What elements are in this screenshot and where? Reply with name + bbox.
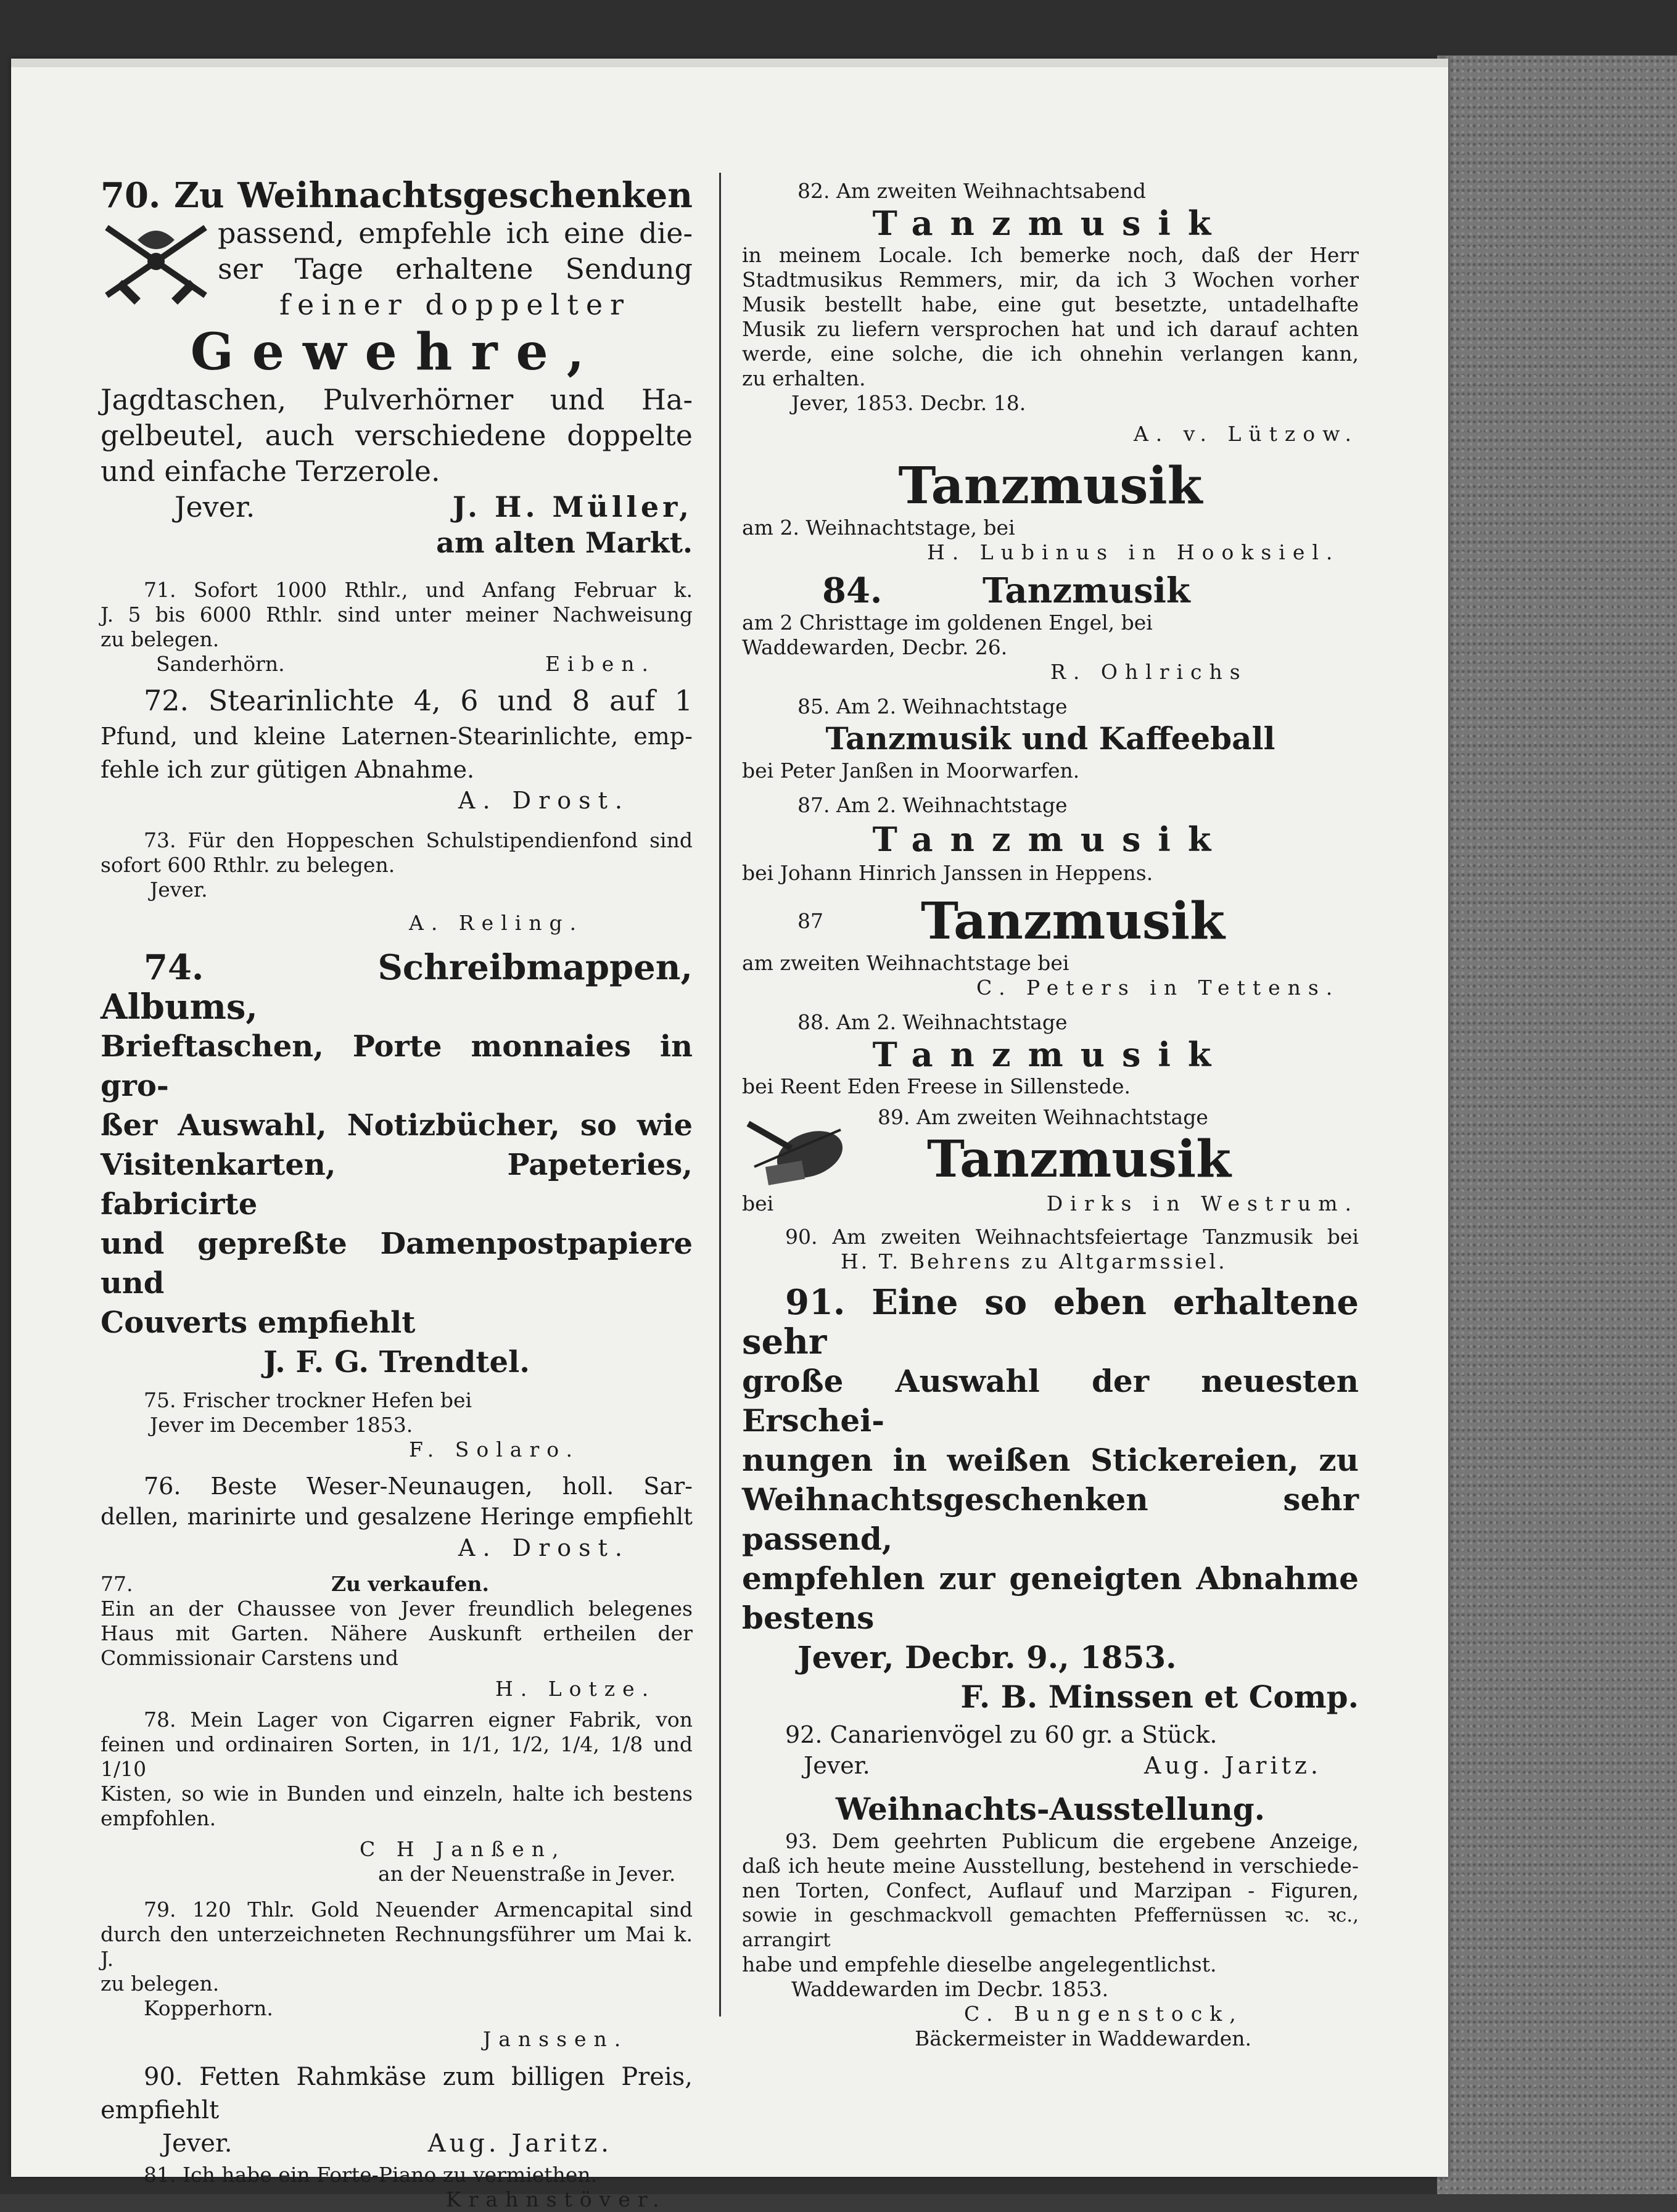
ad-78-name: C H Janßen,: [360, 1837, 566, 1861]
ad-84-big: Tanzmusik: [983, 570, 1190, 611]
ad-83-line1: am 2. Weihnachtstage, bei: [742, 516, 1015, 540]
ad-70-name: J. H. Müller,: [452, 490, 693, 524]
ad-75-line1: 75. Frischer trockner Hefen bei: [144, 1388, 472, 1412]
ad-90-left-line2: empfiehlt: [101, 2096, 220, 2124]
ad-87b-line1: am zweiten Weihnachtstage bei: [742, 951, 1069, 975]
ad-77: [101, 1572, 693, 1701]
ad-74-line5: und gepreßte Damenpostpapiere und: [101, 1227, 693, 1301]
column-divider: [719, 173, 721, 2017]
ad-82-line3: Stadtmusikus Remmers, mir, da ich 3 Wochen vorher: [742, 268, 1359, 292]
ad-84-line2: Waddewarden, Decbr. 26.: [742, 635, 1008, 659]
ad-89-name: Dirks in Westrum.: [1046, 1191, 1359, 1215]
newspaper-page: [11, 59, 1448, 2211]
ad-71-name: Eiben.: [545, 652, 656, 676]
ad-72: [101, 683, 693, 816]
ad-77-line3: Commissionair Carstens und: [101, 1646, 399, 1670]
ad-74-name: J. F. G. Trendtel.: [263, 1345, 530, 1379]
ad-70-addr: am alten Markt.: [436, 526, 693, 559]
ad-70: [101, 176, 693, 561]
ad-91-name: F. B. Minssen et Comp.: [960, 1679, 1359, 1715]
ad-83-big: Tanzmusik: [898, 456, 1203, 516]
ad-93-line2: daß ich heute meine Ausstellung, bestehend in verschiede-: [742, 1854, 1359, 1878]
ad-79-line2: durch den unterzeichneten Rechnungsführer um Mai k. J.: [101, 1922, 693, 1971]
ad-76: [101, 1471, 693, 1563]
ad-74-line4: Visitenkarten, Papeteries, fabricirte: [101, 1148, 693, 1222]
ad-77-line1: Ein an der Chaussee von Jever freundlich belegenes: [101, 1597, 693, 1621]
ad-75-line2: Jever im December 1853.: [150, 1413, 413, 1437]
ad-83-name: H. Lubinus in Hooksiel.: [927, 540, 1340, 564]
left-column: [101, 176, 693, 2212]
ad-89: [742, 1105, 1359, 1216]
ad-76-name: A. Drost.: [458, 1534, 630, 1561]
ad-91-line6: bestens: [742, 1600, 875, 1636]
ad-79-place: Kopperhorn.: [144, 1996, 273, 2020]
ad-71: [101, 578, 693, 676]
ad-82-line7: zu erhalten.: [742, 366, 866, 390]
ad-70-line4: Jagdtaschen, Pulverhörner und Ha-: [101, 383, 693, 416]
ad-91: [742, 1283, 1359, 1717]
ad-90-right-line1: 90. Am zweiten Weihnachtsfeiertage Tanzmusik bei: [785, 1225, 1359, 1249]
ad-70-line2: ser Tage erhaltene Sendung: [218, 252, 693, 286]
ad-83: [742, 456, 1359, 565]
ad-76-line2: dellen, marinirte und gesalzene Heringe empfiehlt: [101, 1503, 693, 1530]
ad-78: [101, 1708, 693, 1886]
ad-87b-big: Tanzmusik: [921, 892, 1226, 951]
book-cover-edge: [1437, 56, 1677, 2194]
ad-73-line1: 73. Für den Hoppeschen Schulstipendienfond sind: [144, 828, 693, 852]
ad-82-line4: Musik zu liefern versprochen hat und ich darauf achten: [742, 317, 1359, 341]
ad-88-line2: bei Reent Eden Freese in Sillenstede.: [742, 1074, 1131, 1098]
ad-78-line4: empfohlen.: [101, 1806, 216, 1830]
ad-90-left-line1: 90. Fetten Rahmkäse zum billigen Preis,: [144, 2063, 693, 2091]
ad-82-line2: in meinem Locale. Ich bemerke noch, daß der Herr: [742, 243, 1359, 267]
ad-82-big: Tanzmusik: [872, 204, 1229, 243]
ad-91-line3: nungen in weißen Stickereien, zu: [742, 1442, 1359, 1478]
ad-73-line2: sofort 600 Rthlr. zu belegen.: [101, 853, 395, 877]
ad-87a-big: Tanzmusik: [872, 820, 1229, 859]
crossed-guns-icon: [101, 215, 212, 308]
ad-70-line3: feiner doppelter: [279, 288, 632, 321]
ad-79-line1: 79. 120 Thlr. Gold Neuender Armencapital sind: [144, 1897, 693, 1922]
ad-70-head: 70. Zu Weihnachtsgeschenken: [101, 175, 693, 216]
ad-91-line1: 91. Eine so eben erhaltene sehr: [742, 1282, 1359, 1362]
ad-90-left-place: Jever.: [162, 2129, 233, 2158]
ad-70-big: Gewehre,: [190, 323, 603, 382]
ad-93-name: C. Bungenstock,: [964, 2002, 1243, 2026]
ad-77-line2: Haus mit Garten. Nähere Auskunft ertheilen der: [101, 1621, 693, 1645]
ad-87b-name: C. Peters in Tettens.: [976, 976, 1340, 1000]
ad-91-line4: Weihnachtsgeschenken sehr passend,: [742, 1481, 1359, 1557]
ad-89-big: Tanzmusik: [927, 1130, 1232, 1189]
ad-93-line5: habe und empfehle dieselbe angelegentlichst.: [742, 1952, 1217, 1976]
ad-77-num: 77.: [101, 1572, 133, 1596]
ad-88-line1: 88. Am 2. Weihnachtstage: [797, 1010, 1068, 1034]
ad-72-line3: fehle ich zur gütigen Abnahme.: [101, 756, 475, 783]
ad-73: [101, 828, 693, 935]
ad-77-name: H. Lotze.: [495, 1677, 656, 1701]
ad-93: [742, 1790, 1359, 2051]
ad-92-name: Aug. Jaritz.: [1144, 1752, 1322, 1779]
ad-90-left: [101, 2060, 693, 2160]
ad-74-line1: 74. Schreibmappen, Albums,: [101, 947, 693, 1027]
ad-84: [742, 571, 1359, 685]
ad-92-place: Jever.: [804, 1752, 870, 1779]
right-column: [742, 117, 1359, 2051]
ad-87a-line1: 87. Am 2. Weihnachtstage: [797, 793, 1068, 817]
ad-73-place: Jever.: [150, 878, 208, 902]
ad-93-date: Waddewarden im Decbr. 1853.: [791, 1977, 1109, 2001]
ad-91-line2: große Auswahl der neuesten Erschei-: [742, 1363, 1359, 1439]
ad-93-addr: Bäckermeister in Waddewarden.: [915, 2026, 1251, 2050]
ad-82-line6: werde, eine solche, die ich ohnehin verlangen kann,: [742, 342, 1359, 366]
ad-70-line1: passend, empfehle ich eine die-: [218, 216, 693, 250]
ad-85-big: Tanzmusik und Kaffeeball: [825, 720, 1275, 757]
ad-79-line3: zu belegen.: [101, 1971, 220, 1996]
ad-91-date: Jever, Decbr. 9., 1853.: [797, 1639, 1177, 1675]
ad-84-num: 84.: [822, 570, 883, 611]
ad-70-place: Jever.: [175, 490, 255, 524]
ad-74: [101, 948, 693, 1382]
ad-73-name: A. Reling.: [409, 911, 584, 935]
ad-72-name: A. Drost.: [458, 787, 630, 814]
ad-90-right: [742, 1225, 1359, 1274]
ad-81-name: Krahnstöver.: [446, 2187, 667, 2211]
ad-89-line2: bei: [742, 1191, 774, 1215]
ad-90-left-name: Aug. Jaritz.: [427, 2129, 612, 2158]
ad-82-name: A. v. Lützow.: [1133, 422, 1359, 446]
ad-88: [742, 1010, 1359, 1099]
ad-85: [742, 694, 1359, 783]
ad-72-line2: Pfund, und kleine Laternen-Stearinlichte, emp-: [101, 723, 693, 750]
ad-93-line1: 93. Dem geehrten Publicum die ergebene Anzeige,: [785, 1829, 1359, 1853]
ad-79-name: Janssen.: [483, 2027, 628, 2051]
ad-75-name: F. Solaro.: [409, 1437, 580, 1462]
ad-92: [742, 1719, 1359, 1781]
ad-74-line3: ßer Auswahl, Notizbücher, so wie: [101, 1108, 693, 1143]
ad-91-line5: empfehlen zur geneigten Abnahme: [742, 1560, 1359, 1597]
ad-77-head: Zu verkaufen.: [331, 1572, 489, 1596]
ad-81: [101, 2163, 693, 2212]
ad-89-line1: 89. Am zweiten Weihnachtstage: [878, 1105, 1208, 1129]
ad-74-line6: Couverts empfiehlt: [101, 1305, 416, 1340]
ad-78-line1: 78. Mein Lager von Cigarren eigner Fabrik, von: [144, 1708, 693, 1732]
ad-71-line1: 71. Sofort 1000 Rthlr., und Anfang Februar k.: [144, 578, 693, 602]
ad-79: [101, 1897, 693, 2052]
ad-92-line1: 92. Canarienvögel zu 60 gr. a Stück.: [785, 1721, 1218, 1748]
ad-90-right-line2: H. T. Behrens zu Altgarmssiel.: [841, 1249, 1227, 1273]
ad-93-line4: sowie in geschmackvoll gemachten Pfeffernüssen ꝛc. ꝛc., arrangirt: [742, 1904, 1359, 1951]
ad-84-line1: am 2 Christtage im goldenen Engel, bei: [742, 611, 1153, 635]
ad-85-line1: 85. Am 2. Weihnachtstage: [797, 694, 1068, 718]
ad-87b-num: 87: [797, 909, 823, 933]
ad-84-name: R. Ohlrichs: [1050, 660, 1248, 684]
ad-71-line2: J. 5 bis 6000 Rthlr. sind unter meiner Nachweisung: [101, 602, 693, 627]
ad-74-line2: Brieftaschen, Porte monnaies in gro-: [101, 1029, 693, 1103]
ad-82-date: Jever, 1853. Decbr. 18.: [791, 391, 1026, 415]
ad-93-line3: nen Torten, Confect, Auflauf und Marzipan - Figuren,: [742, 1878, 1359, 1902]
ad-78-line3: Kisten, so wie in Bunden und einzeln, halte ich bestens: [101, 1782, 693, 1806]
ad-70-line5: gelbeutel, auch verschiedene doppelte: [101, 419, 693, 452]
ad-88-big: Tanzmusik: [872, 1035, 1229, 1074]
ad-70-line6: und einfache Terzerole.: [101, 454, 440, 488]
ad-75: [101, 1388, 693, 1462]
ad-87b: [742, 892, 1359, 1000]
ad-85-line2: bei Peter Janßen in Moorwarfen.: [742, 759, 1080, 783]
ad-87a: [742, 793, 1359, 886]
ad-78-line2: feinen und ordinairen Sorten, in 1/1, 1/2, 1/4, 1/8 und 1/10: [101, 1732, 693, 1781]
ad-82-line5: Musik bestellt habe, eine gut besetzte, untadelhafte: [742, 292, 1359, 316]
ad-71-place: Sanderhörn.: [156, 652, 285, 676]
violin-icon: [742, 1105, 853, 1191]
ad-71-line3: zu belegen.: [101, 627, 220, 651]
ad-76-line1: 76. Beste Weser-Neunaugen, holl. Sar-: [144, 1473, 693, 1500]
ad-72-line1: 72. Stearinlichte 4, 6 und 8 auf 1: [144, 684, 693, 717]
ad-81-line1: 81. Ich habe ein Forte-Piano zu vermiethen.: [144, 2163, 598, 2187]
ad-93-head: Weihnachts-Ausstellung.: [835, 1791, 1266, 1827]
ad-82-line1: 82. Am zweiten Weihnachtsabend: [797, 179, 1146, 203]
ad-82: [742, 179, 1359, 446]
ad-78-addr: an der Neuenstraße in Jever.: [378, 1862, 676, 1886]
ad-87a-line2: bei Johann Hinrich Janssen in Heppens.: [742, 861, 1153, 885]
page-top-strip: [11, 59, 1448, 67]
